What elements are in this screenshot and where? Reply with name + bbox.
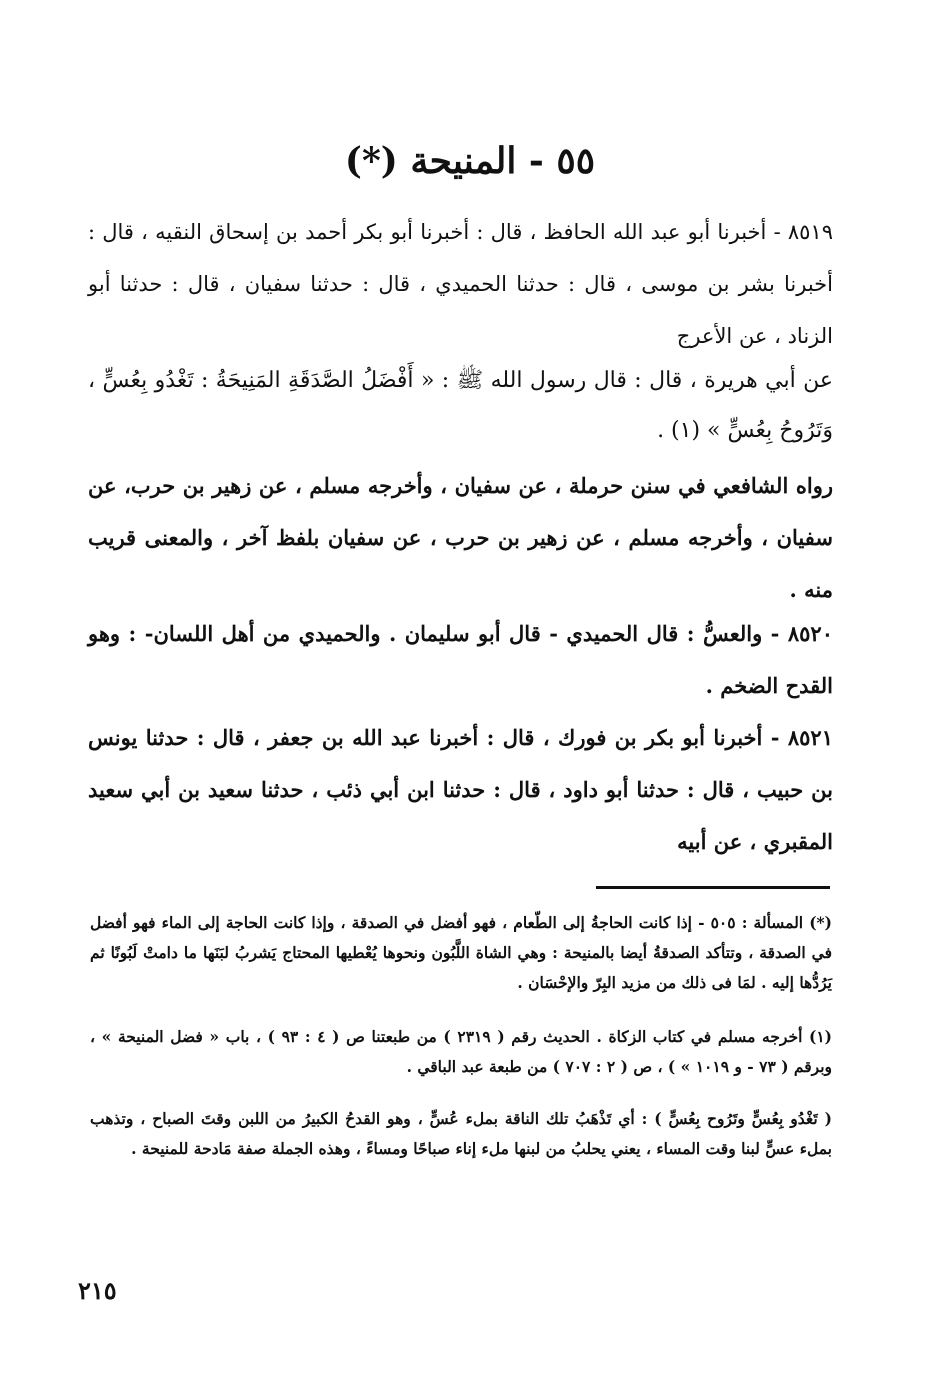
paragraph-8520: ٨٥٢٠ - والعسُّ : قال الحميدي - قال أبو سليمان . والحميدي من أهل اللسان- : وهو القدح الضخم . <box>88 621 833 698</box>
paragraph-8521: ٨٥٢١ - أخبرنا أبو بكر بن فورك ، قال : أخبرنا عبد الله بن جعفر ، قال : حدثنا يونس بن حبيب ، قال : حدثنا أبو داود ، قال : حدثنا ابن أبي ذئب ، حدثنا سعيد بن أبي سعيد المقبري ، عن أبيه <box>88 725 833 854</box>
footnote-explanation: ( تَغْدُو بِعُسٍّ وتَرُوح بِعُسٍّ ) : أي تَذْهَبُ تلك الناقة بملء عُسٍّ ، وهو القدحُ الكبيرُ من اللبن وقتَ الصباح ، وتذهب بملء عسٍّ لبنا وقت المساء ، يعني يحلبُ من لبنها ملء إناء صباحًا ومساءً ، وهذه الجملة صفة مَادحة للمنيحة . <box>90 1109 832 1158</box>
footnote-1: (١) أخرجه مسلم في كتاب الزكاة . الحديث رقم ( ٢٣١٩ ) من طبعتنا ص ( ٤ : ٩٣ ) ، باب « فضل المنيحة » ، وبرقم ( ٧٣ - و ١٠١٩ » ) ، ص ( ٢ : ٧٠٧ ) من طبعة عبد الباقي . <box>90 1027 833 1076</box>
paragraph-8519: ٨٥١٩ - أخبرنا أبو عبد الله الحافظ ، قال : أخبرنا أبو بكر أحمد بن إسحاق النقيه ، قال : أخبرنا بشر بن موسى ، قال : حدثنا الحميدي ، قال : حدثنا سفيان ، قال : حدثنا أبو الزناد ، عن الأعرج <box>88 220 833 348</box>
chapter-title: ٥٥ - المنيحة (*) <box>344 140 596 182</box>
hadith-text: عن أبي هريرة ، قال : قال رسول الله ﷺ : « أَفْضَلُ الصَّدَقَةِ المَنِيحَةُ : تَغْدُو بِعُسٍّ ، وَتَرُوحُ بِعُسٍّ » (١) . <box>88 368 833 443</box>
footnote-separator <box>596 886 830 889</box>
paragraph-narration: رواه الشافعي في سنن حرملة ، عن سفيان ، وأخرجه مسلم ، عن زهير بن حرب، عن سفيان ، وأخرجه مسلم ، عن زهير بن حرب ، عن سفيان بلفظ آخر ، والمعنى قريب منه . <box>88 473 833 602</box>
page-number: ٢١٥ <box>78 1276 117 1305</box>
footnote-star: (*) المسألة : ٥٠٥ - إذا كانت الحاجةُ إلى الطّعام ، فهو أفضل في الصدقة ، وإذا كانت الحاجة إلى الماء فهو أفضل في الصدقة ، وتتأكد الصدقةُ أيضا بالمنيحة : وهي الشاة اللَّبُون ونحوها يُعْطيها المحتاج يَشربُ لبَنَها ما دامتْ لَبُونًا ثم يَرُدُّها إليه . لمَا فى ذلك من مزيد البِرّ والإحْسَان . <box>90 913 832 992</box>
